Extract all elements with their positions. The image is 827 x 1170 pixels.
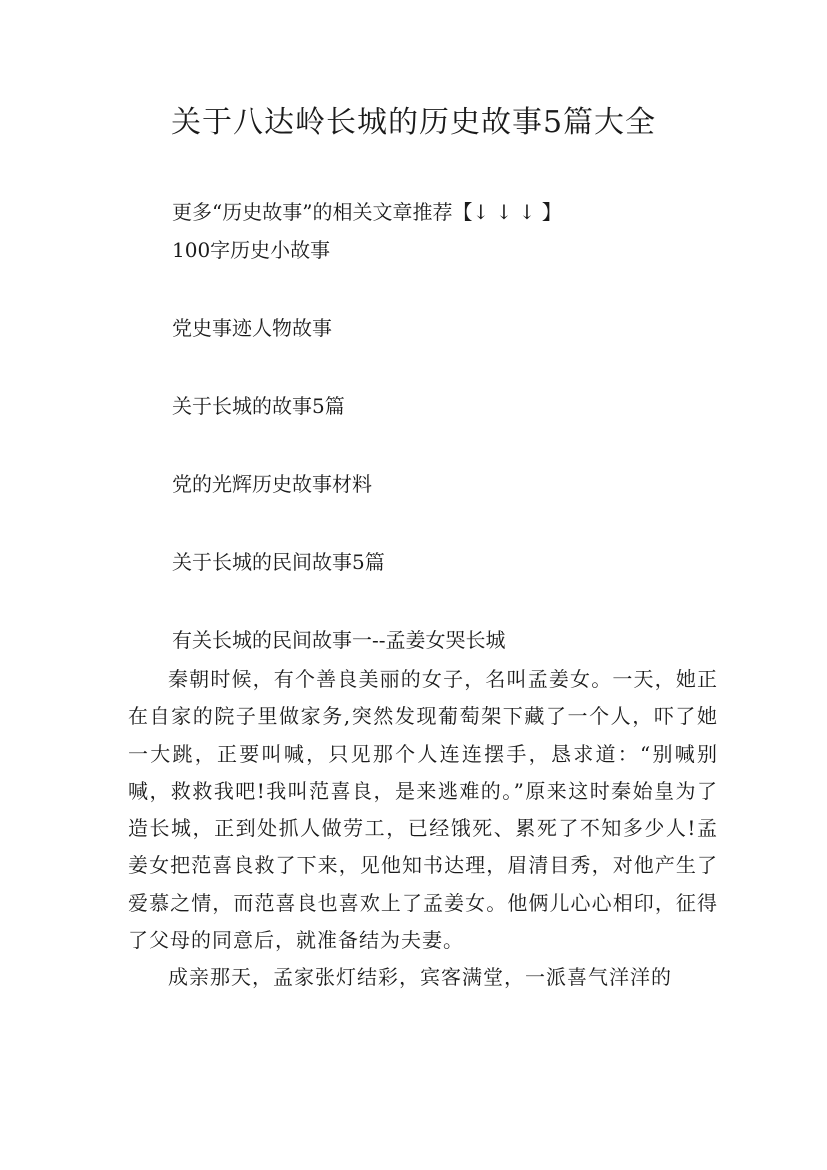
story-body bbox=[128, 661, 718, 997]
section-title: 有关长城的民间故事一--孟姜女哭长城 bbox=[172, 628, 506, 652]
story-paragraph-2: 成亲那天，孟家张灯结彩，宾客满堂，一派喜气洋洋的 bbox=[168, 965, 672, 990]
document-title: 关于八达岭长城的历史故事5篇大全 bbox=[170, 105, 657, 140]
related-link-2[interactable]: 党史事迹人物故事 bbox=[172, 316, 332, 340]
related-link-3[interactable]: 关于长城的故事5篇 bbox=[172, 394, 345, 418]
related-link-5[interactable]: 关于长城的民间故事5篇 bbox=[172, 550, 385, 574]
story-paragraph-1: 秦朝时候，有个善良美丽的女子，名叫孟姜女。一天，她正在自家的院子里做家务,突然发现葡萄架下藏了一个人，吓了她一大跳，正要叫喊，只见那个人连连摆手，恳求道：“别喊别喊，救救我吧!我叫范喜良，是来逃难的。”原来这时秦始皇为了造长城，正到处抓人做劳工，已经饿死、累死了不知多少人!孟姜女把范喜良救了下来，见他知书达理，眉清目秀，对他产生了爱慕之情，而范喜良也喜欢上了孟姜女。他俩儿心心相印，征得了父母的同意后，就准备结为夫妻。 bbox=[128, 667, 718, 953]
related-link-4[interactable]: 党的光辉历史故事材料 bbox=[172, 472, 372, 496]
recommend-line: 更多“历史故事”的相关文章推荐【↓ ↓ ↓ 】 bbox=[172, 200, 562, 224]
related-link-1[interactable]: 100字历史小故事 bbox=[172, 238, 331, 262]
